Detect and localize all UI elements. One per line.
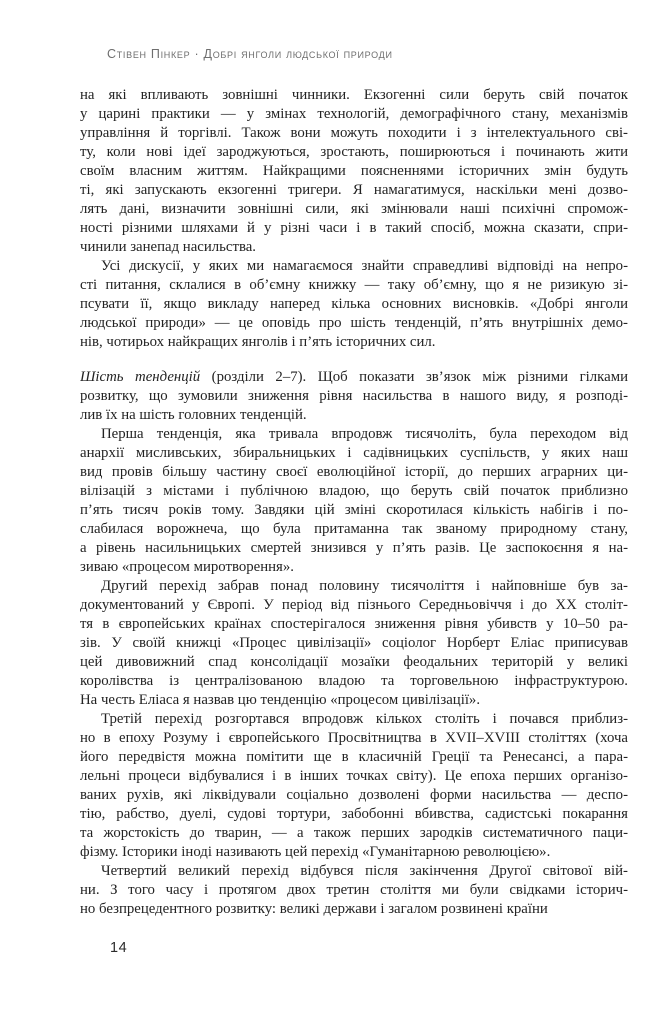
text-line: сті питання, склалися в об’ємну книжку — таку об’ємну, що я не ризикую зі- bbox=[80, 277, 628, 293]
text-line: анархії мисливських, збиральницьких і садівницьких суспільств, у яких наш bbox=[80, 445, 628, 461]
text-line: Другий перехід забрав понад половину тисячоліття і найповніше був за- bbox=[101, 578, 628, 594]
text-line: а рівень насильницьких смертей знизився у п’ять разів. Це заспокоєння я на- bbox=[80, 540, 628, 556]
text-line: лять дані, визначити зовнішні сили, які змінювали наші психічні спромож- bbox=[80, 201, 628, 217]
text-line: фізму. Історики іноді називають цей перехід «Гуманітарною революцією». bbox=[80, 844, 551, 860]
text-line: у царині практики — у змінах технологій, демографічного стану, механізмів bbox=[80, 106, 628, 122]
text-line: Усі дискусії, у яких ми намагаємося знайти справедливі відповіді на непро- bbox=[101, 258, 628, 274]
text-line: зів. У своїй книжці «Процес цивілізації» соціолог Норберт Еліас приписував bbox=[80, 635, 628, 651]
text-line: Шість тенденцій (розділи 2–7). Щоб показати зв’язок між різними гілками bbox=[80, 369, 628, 385]
text-line: псувати її, якщо викладу наперед кілька основних висновків. «Добрі янголи bbox=[80, 296, 628, 312]
running-header: Стівен Пінкер · Добрі янголи людської природи bbox=[107, 47, 393, 61]
text-line: своїм власним життям. Найкращими поясненнями історичних змін будуть bbox=[80, 163, 628, 179]
text-line: документований у Європі. У період від пізнього Середньовіччя і до XX століт- bbox=[80, 597, 628, 613]
text-line: Перша тенденція, яка тривала впродовж тисячоліть, була переходом від bbox=[101, 426, 628, 442]
text-line: ту, коли нові ідеї зароджуються, зростають, поширюються і починають жити bbox=[80, 144, 628, 160]
page-number: 14 bbox=[110, 940, 128, 956]
paragraph bbox=[80, 862, 628, 919]
text-line: но в епоху Розуму і європейського Просвітництва в XVII–XVIII століттях (хоча bbox=[80, 730, 628, 746]
text-line: лельні процеси відбувалися і в інших точках світу). Це епоха перших організо- bbox=[80, 768, 628, 784]
text-line: тя в європейських країнах спостерігалося зниження рівня убивств у 10–50 ра- bbox=[80, 616, 628, 632]
text-line: ті, які запускають екзогенні тригери. Я намагатимуся, наскільки мені дозво- bbox=[80, 182, 628, 198]
text-line: слабилася ворожнеча, що була притаманна так званому природному стану, bbox=[80, 521, 628, 537]
text-line: На честь Еліаса я назвав цю тенденцію «процесом цивілізації». bbox=[80, 692, 481, 708]
paragraph bbox=[80, 425, 628, 577]
text-line: ності різними шляхами й у різні часи і в такий спосіб, можна сказати, спри- bbox=[80, 220, 628, 236]
text-line: королівства із централізованою владою та торговельною інфраструктурою. bbox=[80, 673, 628, 689]
text-line: вілізацій з містами і публічною владою, що беруть свій початок приблизно bbox=[80, 483, 628, 499]
text-line: та жорстокість до тварин, — а також перших зародків систематичного паци- bbox=[80, 825, 628, 841]
text-line: п’ять тисяч років тому. Завдяки цій зміні скоротилася кількість набігів і по- bbox=[80, 502, 628, 518]
paragraph bbox=[80, 577, 628, 710]
text-line: людської природи» — це оповідь про шість тенденцій, п’ять внутрішніх демо- bbox=[80, 315, 628, 331]
text-line: нів, чотирьох найкращих янголів і п’ять історичних сил. bbox=[80, 334, 436, 350]
text-line: на які впливають зовнішні чинники. Екзогенні сили беруть свій початок bbox=[80, 87, 628, 103]
text-line: Третій перехід розгортався впродовж кількох століть і почався приблиз- bbox=[101, 711, 628, 727]
text-line: ваних рухів, які ліквідували соціально дозволені форми насильства — деспо- bbox=[80, 787, 628, 803]
text-column bbox=[80, 86, 628, 919]
text-line: чинили занепад насильства. bbox=[80, 239, 257, 255]
text-line: розвитку, що зумовили зниження рівня насильства в нашого виду, я розподі- bbox=[80, 388, 628, 404]
text-line: вид провів більшу частину своєї еволюційної історії, до перших аграрних ци- bbox=[80, 464, 628, 480]
text-line: Четвертий великий перехід відбувся після закінчення Другої світової вій- bbox=[101, 863, 628, 879]
text-line: зиваю «процесом миротворення». bbox=[80, 559, 294, 575]
paragraph bbox=[80, 257, 628, 352]
text-line: ни. З того часу і протягом двох третин століття ми були свідками історич- bbox=[80, 882, 628, 898]
text-line: но безпрецедентного розвитку: великі держави і загалом розвинені країни bbox=[80, 901, 548, 917]
text-line: лив їх на шість головних тенденцій. bbox=[80, 407, 307, 423]
paragraph bbox=[80, 368, 628, 425]
paragraph bbox=[80, 86, 628, 257]
italic-lead: Шість тенденцій bbox=[80, 369, 201, 385]
paragraph bbox=[80, 710, 628, 862]
text-line: тію, рабство, дуелі, судові тортури, забобонні вбивства, садистські покарання bbox=[80, 806, 628, 822]
text-line: цей дивовижний спад консолідації мозаїки феодальних територій у великі bbox=[80, 654, 628, 670]
text-line: його передвістя можна помітити ще в класичній Греції та Ренесансі, а пара- bbox=[80, 749, 628, 765]
text-line: управління й торгівлі. Також вони можуть походити і з інтелектуального сві- bbox=[80, 125, 628, 141]
